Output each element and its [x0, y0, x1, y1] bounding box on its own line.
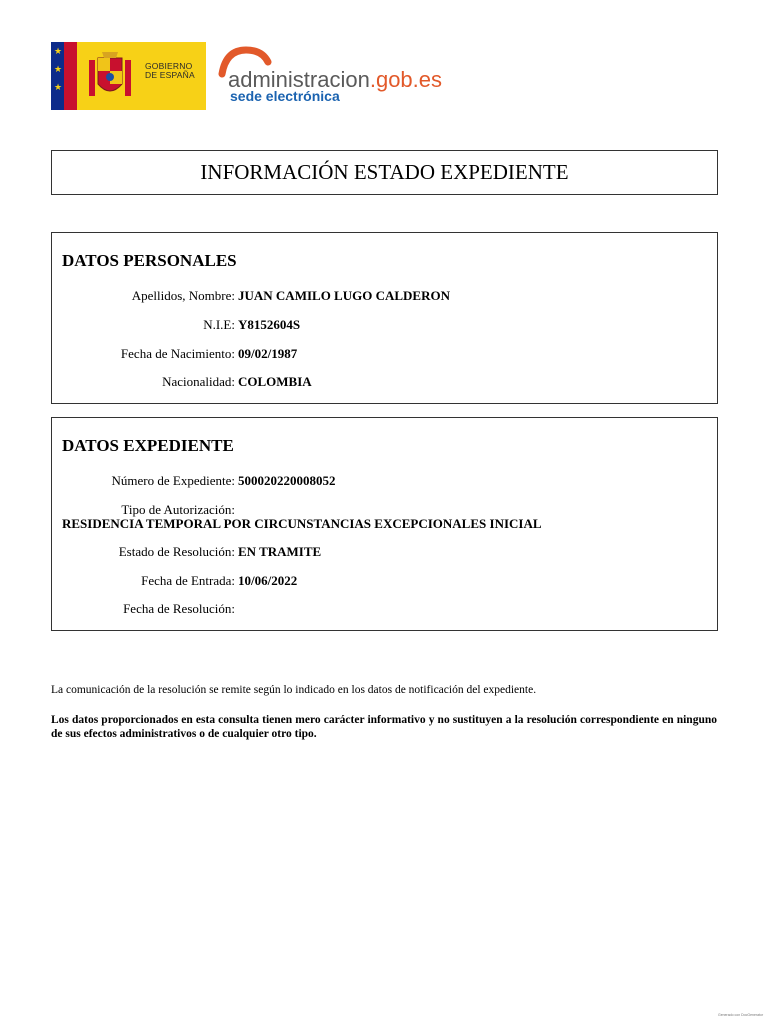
nationality-value: COLOMBIA	[238, 374, 312, 389]
coat-of-arms-icon	[87, 50, 133, 104]
expediente-number-value: 500020220008052	[238, 473, 336, 488]
name-value: JUAN CAMILO LUGO CALDERON	[238, 288, 450, 303]
entry-date-label: Fecha de Entrada:	[141, 573, 235, 588]
resolution-status-value: EN TRAMITE	[238, 544, 322, 559]
star-icon: ★	[54, 65, 63, 75]
resolution-date-label: Fecha de Resolución:	[123, 601, 235, 616]
expediente-number-label: Número de Expediente:	[111, 473, 235, 488]
personal-heading: DATOS PERSONALES	[62, 251, 237, 270]
authorization-type-value: RESIDENCIA TEMPORAL POR CIRCUNSTANCIAS EXCEPCIONALES INICIAL	[62, 516, 542, 531]
spain-flag-red	[64, 42, 77, 110]
expediente-data-panel	[51, 417, 718, 631]
personal-data-panel	[51, 232, 718, 404]
nie-value: Y8152604S	[238, 317, 301, 332]
page-title: INFORMACIÓN ESTADO EXPEDIENTE	[200, 160, 569, 184]
star-icon: ★	[54, 47, 63, 57]
gobierno-label	[145, 62, 195, 80]
resolution-status-label: Estado de Resolución:	[118, 544, 235, 559]
sede-electronica-label: sede electrónica	[230, 88, 340, 104]
nationality-label: Nacionalidad:	[162, 374, 235, 389]
name-label: Apellidos, Nombre:	[131, 288, 235, 303]
authorization-type-label: Tipo de Autorización:	[121, 502, 235, 517]
gobierno-espana-logo	[51, 42, 206, 110]
gobierno-line-2: DE ESPAÑA	[145, 70, 195, 80]
birth-date-value: 09/02/1987	[238, 346, 298, 361]
title-box	[51, 150, 718, 195]
disclaimer-note: Los datos proporcionados en esta consulta tienen mero carácter informativo y no sustituyen a la resolución correspondiente en ninguno de sus efectos administrativos o de cualquier otro tipo.	[51, 714, 717, 740]
communication-note: La comunicación de la resolución se remite según lo indicado en los datos de notificación del expediente.	[51, 684, 537, 696]
birth-date-label: Fecha de Nacimiento:	[120, 346, 235, 361]
entry-date-value: 10/06/2022	[238, 573, 298, 588]
gobierno-line-1: GOBIERNO	[145, 61, 193, 71]
admin-prefix: administracion	[228, 67, 370, 92]
expediente-heading: DATOS EXPEDIENTE	[62, 436, 234, 455]
nie-label: N.I.E:	[203, 317, 235, 332]
generator-footer: Generado con DocGenerator	[718, 1013, 764, 1017]
star-icon: ★	[54, 83, 63, 93]
admin-domain: .gob.es	[369, 67, 443, 92]
